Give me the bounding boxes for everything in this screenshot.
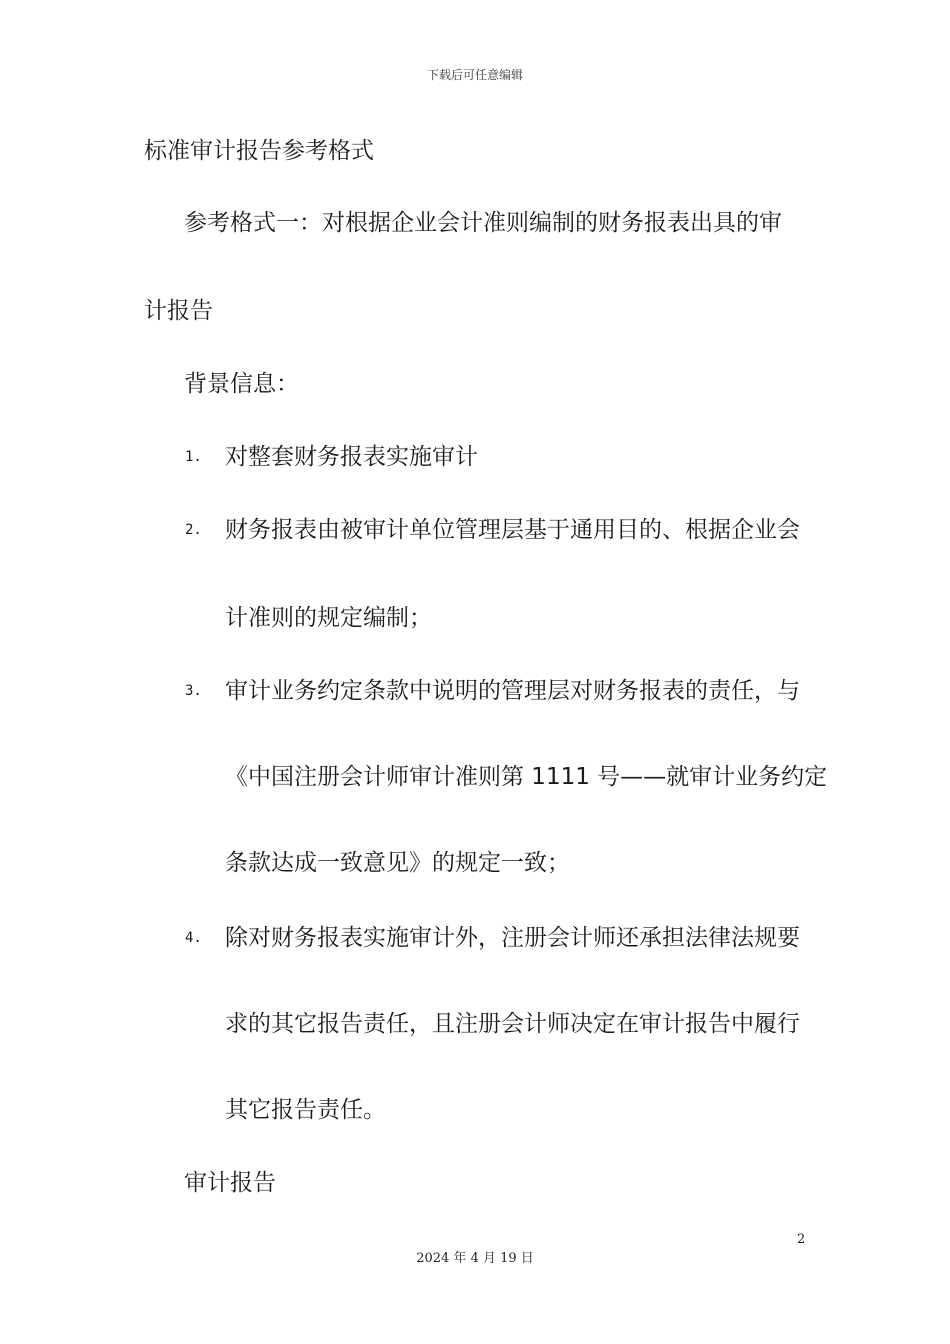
list-item-number: 2. [185,522,202,538]
background-label: 背景信息： [184,371,299,397]
list-item-text: 条款达成一致意见》的规定一致； [225,850,570,876]
list-item-text: 求的其它报告责任，且注册会计师决定在审计报告中履行 [225,1011,800,1037]
list-item-text: 财务报表由被审计单位管理层基于通用目的、根据企业会 [225,517,800,543]
list-item-number: 3. [185,683,202,699]
subtitle-line-2: 计报告 [144,298,213,324]
subtitle-line-1: 参考格式一：对根据企业会计准则编制的财务报表出具的审 [184,210,782,236]
document-title: 标准审计报告参考格式 [144,138,374,164]
list-item-text: 审计业务约定条款中说明的管理层对财务报表的责任，与 [225,678,800,704]
section-label: 审计报告 [184,1170,276,1196]
list-item-number: 4. [185,930,202,946]
page-number: 2 [797,1232,806,1247]
footer-date: 2024 年 4 月 19 日 [416,1251,534,1266]
list-item-text: 其它报告责任。 [225,1097,386,1123]
list-item-text: 计准则的规定编制； [225,605,432,631]
list-item-number: 1. [185,449,202,465]
list-item-text: 除对财务报表实施审计外，注册会计师还承担法律法规要 [225,925,800,951]
list-item-text: 对整套财务报表实施审计 [225,444,478,470]
list-item-text: 《中国注册会计师审计准则第 1111 号——就审计业务约定 [225,764,828,790]
page-header: 下载后可任意编辑 [426,68,523,82]
